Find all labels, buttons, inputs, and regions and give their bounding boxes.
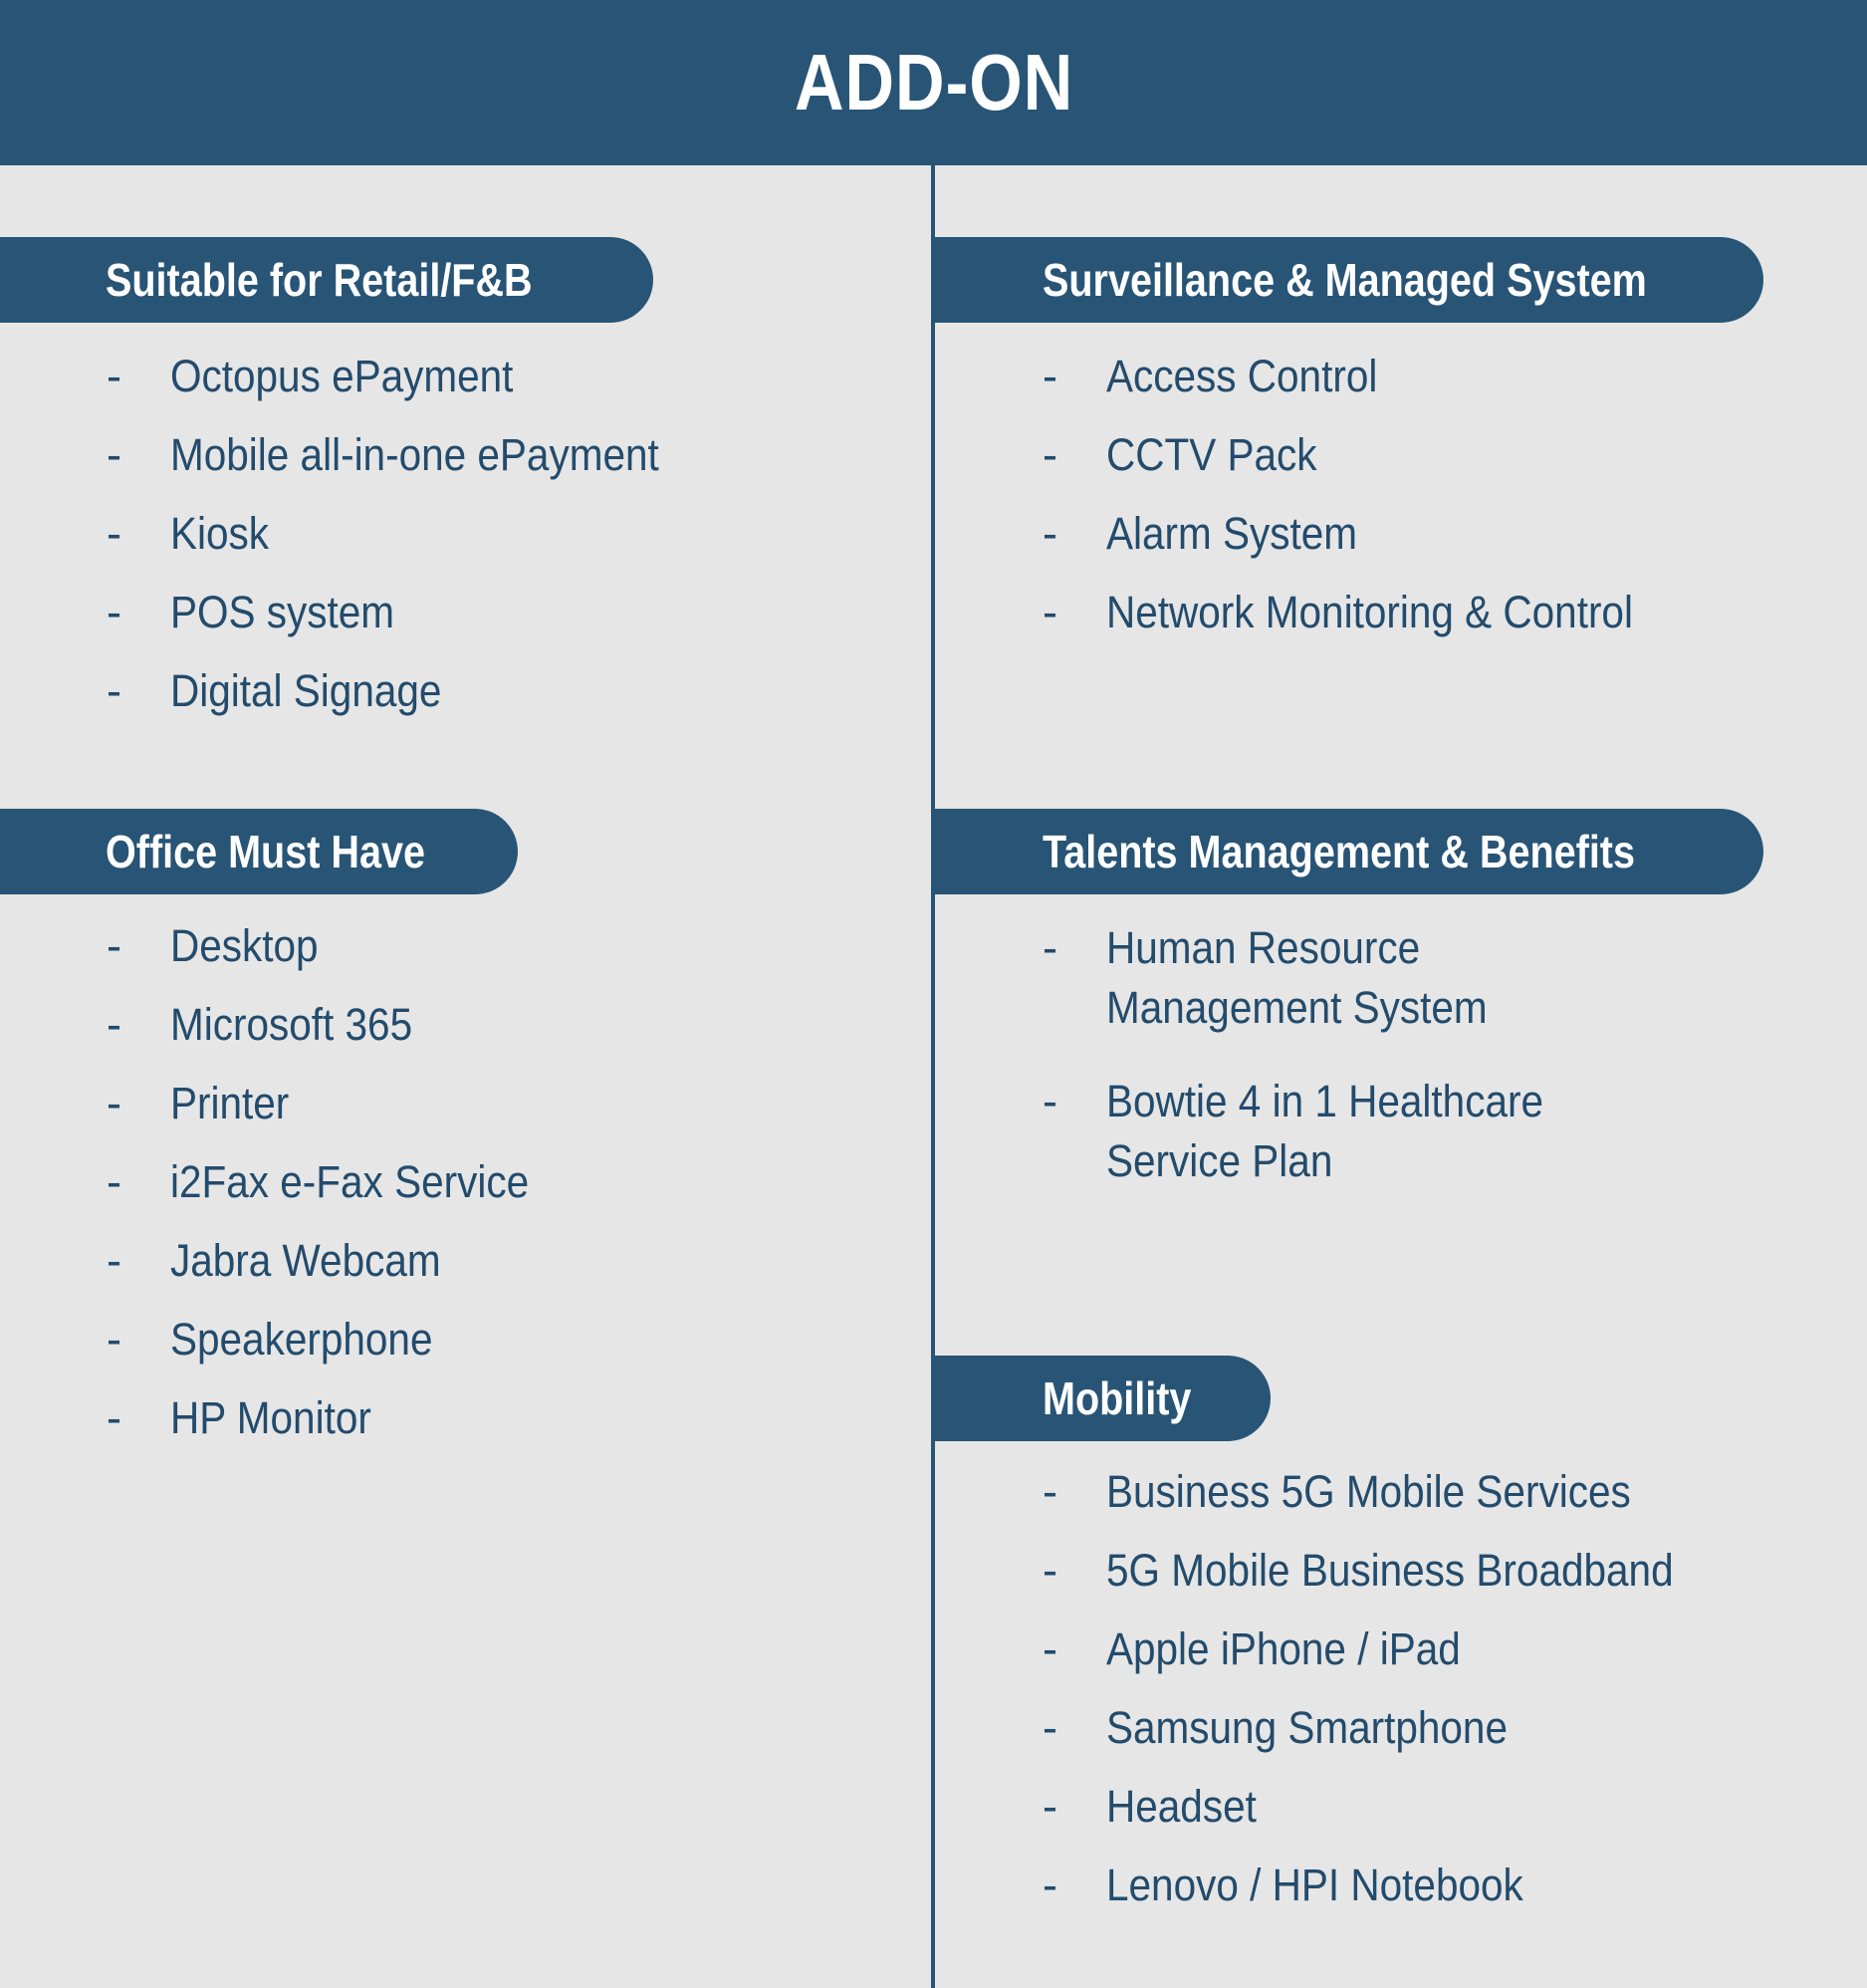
bullet-dash: - [1043, 508, 1057, 559]
list-item: - Network Monitoring & Control [1043, 583, 1692, 661]
bullet-dash: - [107, 1235, 121, 1286]
list-retail [107, 347, 713, 740]
section-header-retail [0, 237, 653, 323]
list-item: - 5G Mobile Business Broadband [1043, 1541, 1737, 1619]
bullet-dash: - [1043, 1781, 1057, 1832]
list-item: - Desktop [107, 916, 569, 995]
list-item: - Mobile all-in-one ePayment [107, 425, 713, 504]
column-divider [931, 165, 935, 1988]
bullet-dash: - [107, 351, 121, 401]
bullet-dash: - [1043, 1466, 1057, 1517]
bullet-dash: - [107, 587, 121, 637]
list-item: - Jabra Webcam [107, 1231, 569, 1310]
list-item: - Bowtie 4 in 1 Healthcare Service Plan [1043, 1072, 1753, 1225]
list-talents [1043, 918, 1753, 1225]
list-item: - HP Monitor [107, 1388, 569, 1467]
list-item: - Business 5G Mobile Services [1043, 1462, 1737, 1541]
page-title: ADD-ON [794, 38, 1073, 126]
section-header-surveillance [935, 237, 1763, 323]
section-header-office [0, 809, 518, 894]
bullet-dash: - [107, 1078, 121, 1128]
list-item: - Microsoft 365 [107, 995, 569, 1074]
section-title-surveillance: Surveillance & Managed System [1043, 254, 1647, 306]
bullet-dash: - [1043, 1860, 1057, 1910]
list-item: - Apple iPhone / iPad [1043, 1619, 1737, 1698]
section-title-mobility: Mobility [1043, 1372, 1192, 1424]
bullet-dash: - [1043, 1076, 1057, 1126]
list-item: - Printer [107, 1074, 569, 1152]
bullet-dash: - [1043, 1702, 1057, 1753]
list-item: - Kiosk [107, 504, 713, 583]
bullet-dash: - [107, 508, 121, 559]
bullet-dash: - [1043, 1545, 1057, 1596]
list-item: - Digital Signage [107, 661, 713, 740]
bullet-dash: - [1043, 587, 1057, 637]
bullet-dash: - [107, 920, 121, 971]
list-item: - Lenovo / HPI Notebook [1043, 1856, 1737, 1934]
bullet-dash: - [1043, 922, 1057, 973]
section-header-mobility [935, 1356, 1271, 1441]
section-header-talents [935, 809, 1763, 894]
bullet-dash: - [107, 1156, 121, 1207]
list-item: - Access Control [1043, 347, 1692, 425]
list-item: - POS system [107, 583, 713, 661]
bullet-dash: - [107, 429, 121, 480]
list-item: - Samsung Smartphone [1043, 1698, 1737, 1777]
list-item: - CCTV Pack [1043, 425, 1692, 504]
bullet-dash: - [1043, 1623, 1057, 1674]
list-item: - i2Fax e-Fax Service [107, 1152, 569, 1231]
list-item: - Speakerphone [107, 1310, 569, 1388]
list-mobility [1043, 1462, 1737, 1934]
section-title-talents: Talents Management & Benefits [1043, 826, 1635, 877]
section-title-office: Office Must Have [106, 826, 425, 877]
section-title-retail: Suitable for Retail/F&B [106, 254, 533, 306]
bullet-dash: - [107, 999, 121, 1050]
list-item: - Octopus ePayment [107, 347, 713, 425]
bullet-dash: - [107, 1314, 121, 1365]
bullet-dash: - [107, 665, 121, 716]
list-item: - Human Resource Management System [1043, 918, 1753, 1072]
list-item: - Headset [1043, 1777, 1737, 1856]
header-banner [0, 0, 1867, 165]
bullet-dash: - [1043, 429, 1057, 480]
list-office [107, 916, 569, 1467]
bullet-dash: - [1043, 351, 1057, 401]
list-surveillance [1043, 347, 1692, 661]
bullet-dash: - [107, 1392, 121, 1443]
list-item: - Alarm System [1043, 504, 1692, 583]
